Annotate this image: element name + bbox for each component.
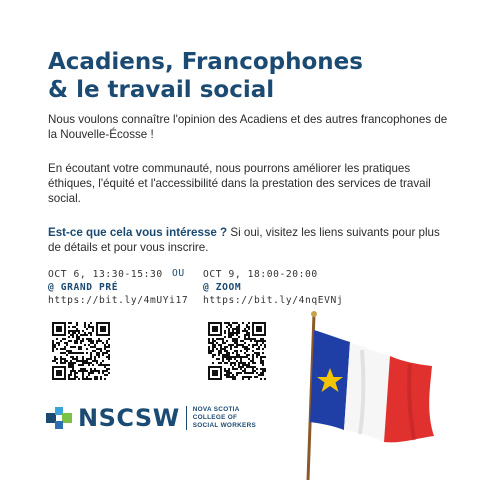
title-line-1: Acadiens, Francophones <box>48 49 363 75</box>
question-text <box>48 225 448 255</box>
session-1-location: @ GRAND PRÉ <box>48 282 119 293</box>
nscsw-logo-icon <box>46 405 72 431</box>
session-1 <box>48 268 188 307</box>
logo-name: NSCSW <box>78 404 180 432</box>
session-2 <box>203 268 343 307</box>
acadian-flag <box>292 308 442 480</box>
title-line-2: & le travail social <box>48 77 275 103</box>
page-title <box>48 48 448 104</box>
body-text: En écoutant votre communauté, nous pourrons améliorer les pratiques éthiques, l'équité et l'accessibilité dans la prestation des services de travail social. <box>48 162 431 205</box>
question-rest: Si oui, visitez les liens suivants pour plus de détails et pour vous inscrire. <box>48 226 440 254</box>
qr-code-session-2[interactable] <box>208 322 266 380</box>
qr-code-session-1[interactable] <box>52 322 110 380</box>
logo-sub-line-2: COLLEGE OF <box>192 414 238 421</box>
nscsw-logo <box>46 404 256 432</box>
flag-white-stripe <box>344 342 390 442</box>
logo-subtitle <box>193 406 256 430</box>
session-1-date: OCT 6, 13:30-15:30 <box>48 269 163 280</box>
session-1-link[interactable]: https://bit.ly/4mUYi17 <box>48 295 189 306</box>
logo-sub-line-3: SOCIAL WORKERS <box>192 422 257 429</box>
logo-divider <box>186 406 187 430</box>
session-2-date: OCT 9, 18:00-20:00 <box>203 269 318 280</box>
session-2-link[interactable]: https://bit.ly/4nqEVNj <box>203 295 344 306</box>
logo-sub-line-1: NOVA SCOTIA <box>192 406 240 413</box>
flag-pole-finial <box>311 311 317 317</box>
question-bold: Est-ce que cela vous intéresse ? <box>48 226 228 239</box>
intro-text: Nous voulons connaître l'opinion des Acadiens et des autres francophones de la Nouvelle-Écosse ! <box>48 113 448 141</box>
or-separator: OU <box>172 268 185 279</box>
session-2-location: @ ZOOM <box>203 282 242 293</box>
